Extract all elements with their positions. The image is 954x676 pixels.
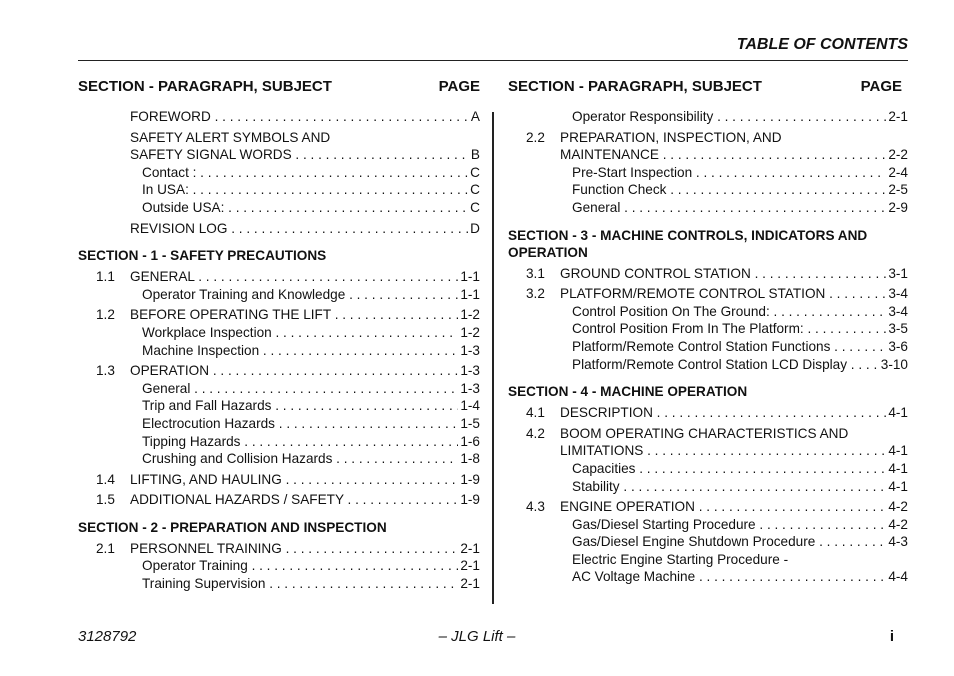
toc-subentry[interactable]: Crushing and Collision Hazards . . . 1-8 xyxy=(78,450,480,468)
toc-subentry[interactable]: General . . . 2-9 xyxy=(508,199,908,217)
toc-entry[interactable]: 1.2 BEFORE OPERATING THE LIFT . . . 1-2 xyxy=(78,306,480,324)
section-heading: SECTION - 4 - MACHINE OPERATION xyxy=(508,384,748,400)
header-rule xyxy=(78,60,908,61)
toc-subentry[interactable]: Operator Training . . . 2-1 xyxy=(78,557,480,575)
toc-subentry[interactable]: Platform/Remote Control Station LCD Display . . . 3-10 xyxy=(508,356,908,374)
toc-subentry[interactable]: Operator Training and Knowledge . . . 1-1 xyxy=(78,286,480,304)
section-heading: SECTION - 1 - SAFETY PRECAUTIONS xyxy=(78,248,327,264)
toc-subentry[interactable]: Workplace Inspection . . . 1-2 xyxy=(78,324,480,342)
section-heading: SECTION - 2 - PREPARATION AND INSPECTION xyxy=(78,519,387,535)
toc-entry[interactable]: 4.3 ENGINE OPERATION . . . 4-2 xyxy=(508,498,908,516)
toc-entry[interactable]: 1.3 OPERATION . . . 1-3 xyxy=(78,362,480,380)
toc-subentry[interactable]: Stability . . . 4-1 xyxy=(508,478,908,496)
toc-entry[interactable]: 2.1 PERSONNEL TRAINING . . . 2-1 xyxy=(78,540,480,558)
toc-subentry[interactable]: Outside USA: . . . C xyxy=(78,199,480,217)
footer-center-text: – JLG Lift – xyxy=(438,628,516,645)
heading-subject: SECTION - PARAGRAPH, SUBJECT xyxy=(78,78,332,95)
toc-subentry[interactable]: Operator Responsibility . . . 2-1 xyxy=(508,108,908,126)
column-divider xyxy=(492,112,494,604)
toc-entry[interactable]: REVISION LOG . . . D xyxy=(78,220,480,238)
column-heading xyxy=(508,78,908,98)
toc-subentry[interactable]: In USA: . . . C xyxy=(78,181,480,199)
toc-subentry: Electric Engine Starting Procedure - xyxy=(572,551,789,567)
heading-page: PAGE xyxy=(860,78,902,95)
toc-entry: 2.2 PREPARATION, INSPECTION, AND xyxy=(526,129,782,145)
toc-subentry[interactable]: Electrocution Hazards . . . 1-5 xyxy=(78,415,480,433)
footer-page-number: i xyxy=(889,628,894,645)
toc-subentry[interactable]: General . . . 1-3 xyxy=(78,380,480,398)
toc-entry[interactable]: FOREWORD . . . A xyxy=(78,108,480,126)
toc-subentry[interactable]: Control Position On The Ground: . . . 3-4 xyxy=(508,303,908,321)
section-heading: SECTION - 3 - MACHINE CONTROLS, INDICATORS AND OPERATION xyxy=(508,227,868,260)
heading-subject: SECTION - PARAGRAPH, SUBJECT xyxy=(508,78,762,95)
column-heading xyxy=(78,78,480,98)
toc-entry[interactable]: 4.1 DESCRIPTION . . . 4-1 xyxy=(508,404,908,422)
toc-entry[interactable]: MAINTENANCE . . . 2-2 xyxy=(508,146,908,164)
toc-entry[interactable]: SAFETY SIGNAL WORDS . . . B xyxy=(78,146,480,164)
toc-subentry[interactable]: Pre-Start Inspection . . . 2-4 xyxy=(508,164,908,182)
toc-entry: SAFETY ALERT SYMBOLS AND xyxy=(130,129,331,145)
toc-subentry[interactable]: Gas/Diesel Engine Shutdown Procedure . . . 4-3 xyxy=(508,533,908,551)
toc-left-column xyxy=(78,78,480,593)
toc-subentry[interactable]: Contact : . . . C xyxy=(78,164,480,182)
toc-subentry[interactable]: Platform/Remote Control Station Functions . . . 3-6 xyxy=(508,338,908,356)
toc-entry[interactable]: 1.1 GENERAL . . . 1-1 xyxy=(78,268,480,286)
toc-subentry[interactable]: Gas/Diesel Starting Procedure . . . 4-2 xyxy=(508,516,908,534)
toc-subentry[interactable]: Trip and Fall Hazards . . . 1-4 xyxy=(78,397,480,415)
heading-page: PAGE xyxy=(438,78,480,95)
toc-subentry[interactable]: Capacities . . . 4-1 xyxy=(508,460,908,478)
toc-entry[interactable]: 1.5 ADDITIONAL HAZARDS / SAFETY . . . 1-9 xyxy=(78,491,480,509)
toc-entry[interactable]: LIMITATIONS . . . 4-1 xyxy=(508,442,908,460)
toc-right-column xyxy=(508,78,908,586)
page-header-title: TABLE OF CONTENTS xyxy=(736,36,908,53)
toc-entry: 4.2 BOOM OPERATING CHARACTERISTICS AND xyxy=(526,425,849,441)
toc-entry[interactable]: 3.2 PLATFORM/REMOTE CONTROL STATION . . . 3-4 xyxy=(508,285,908,303)
toc-subentry[interactable]: Training Supervision . . . 2-1 xyxy=(78,575,480,593)
toc-subentry[interactable]: Tipping Hazards . . . 1-6 xyxy=(78,433,480,451)
toc-subentry[interactable]: Machine Inspection . . . 1-3 xyxy=(78,342,480,360)
toc-subentry[interactable]: Control Position From In The Platform: . . . 3-5 xyxy=(508,320,908,338)
toc-entry[interactable]: 1.4 LIFTING, AND HAULING . . . 1-9 xyxy=(78,471,480,489)
toc-subentry[interactable]: AC Voltage Machine . . . 4-4 xyxy=(508,568,908,586)
toc-subentry[interactable]: Function Check . . . 2-5 xyxy=(508,181,908,199)
footer-doc-number: 3128792 xyxy=(78,628,137,645)
toc-entry[interactable]: 3.1 GROUND CONTROL STATION . . . 3-1 xyxy=(508,265,908,283)
